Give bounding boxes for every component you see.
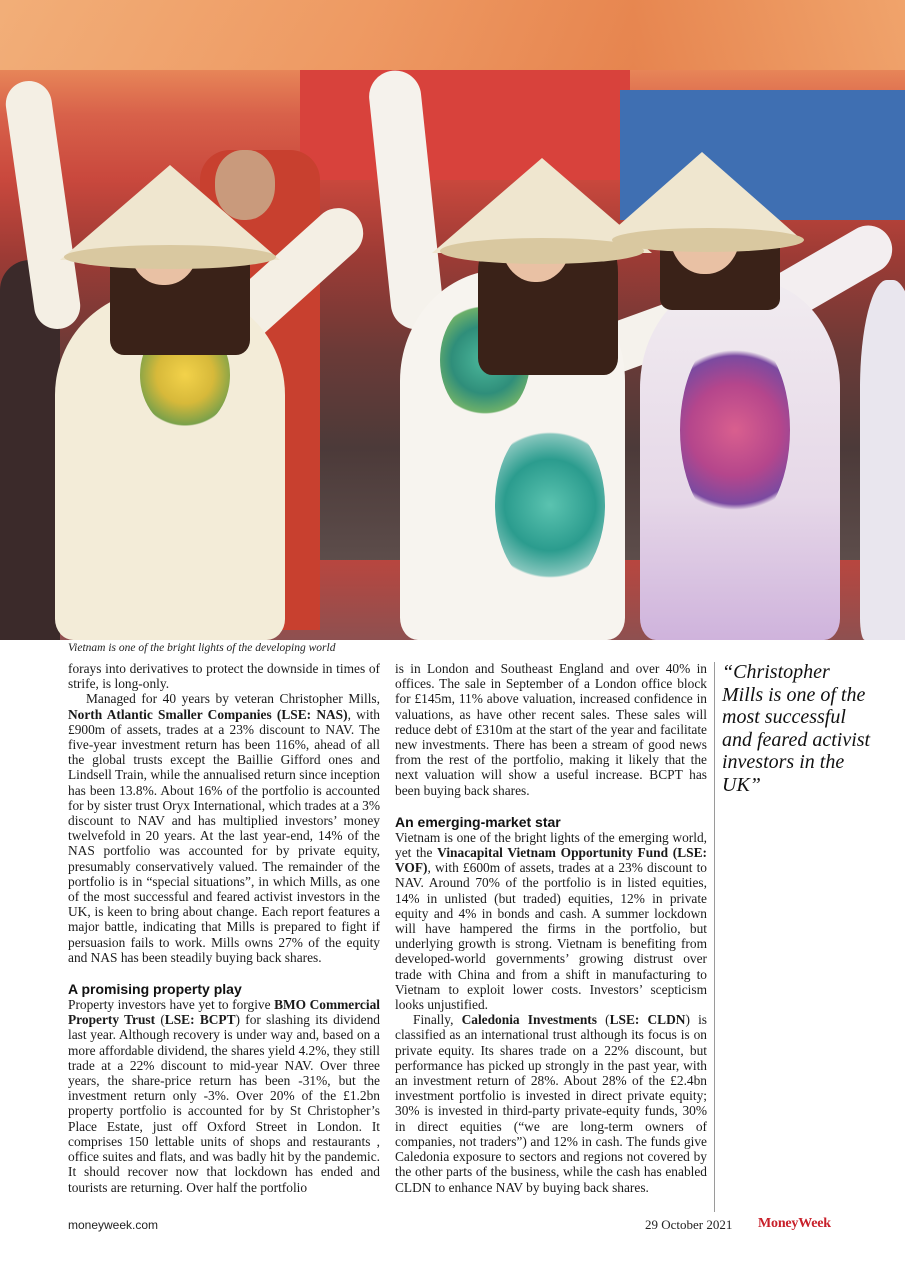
trust-name: Caledonia Investments [461, 1012, 597, 1028]
article-column-1 [68, 661, 380, 1195]
text: , with £900m of assets, trades at a 23% discount to NAV. The five-year investment return has been 116%, ahead of all the global trusts except the Baillie Gifford ones and Lindsell Train, while the annualised return since inception has been 13.8%. About 16% of the portfolio is accounted for by sister trust Oryx International, which trades at a 3% discount to NAV and has multiplied investors’ money twelvefold in 20 years. At the last year-end, 14% of the NAS portfolio was accounted for by private equity, presumably conservatively valued. The remainder of the portfolio is in “special situations”, in which Mills, as one of the most successful and feared activist investors in the UK, is keen to bring about change. Each report features a major battle, indicating that Mills is prepared to fight if persuasion fails to work. Mills owns 27% of the equity and NAS has been steadily buying back shares. [68, 706, 380, 965]
footer-date: 29 October 2021 [645, 1217, 733, 1232]
paragraph [68, 691, 380, 965]
stadium-stand [0, 0, 905, 70]
paragraph [68, 997, 380, 1195]
white-dress [860, 280, 905, 640]
hat-brim [612, 228, 804, 252]
text: ( [596, 1012, 610, 1028]
section-heading: A promising property play [68, 981, 242, 998]
text: ( [155, 1012, 165, 1028]
text: Finally, [413, 1012, 462, 1028]
column-divider [714, 662, 715, 1212]
section-heading: An emerging-market star [395, 813, 561, 830]
article-column-2 [395, 661, 707, 1195]
brand-logo: MoneyWeek [758, 1216, 831, 1231]
text: ) for slashing its dividend last year. Although recovery is under way and, based on a more affordable dividend, the shares yield 4.2%, they still trade at a 22% discount to mid-year NAV. Over three years, the share-price return has been -31%, but the investment return only -3%. Over 20% of the £1.2bn property portfolio is accounted for by St Christopher’s Place Estate, just off Oxford Street in London. It comprises 150 lettable units of shops and restaurants , office suites and flats, and was badly hit by the pandemic. It should recover now that lockdown has ended and tourists are returning. Over half the portfolio [68, 1012, 380, 1195]
photo-caption: Vietnam is one of the bright lights of the developing world [68, 642, 336, 654]
text: Vietnam is one of the bright lights of the emerging world, yet the [395, 829, 707, 861]
trust-name: Vinacapital Vietnam Opportunity Fund (LSE: VOF) [395, 845, 708, 876]
ticker: LSE: BCPT [164, 1012, 236, 1028]
pull-quote: “Christopher Mills is one of the most successful and feared activist investors in the UK” [722, 661, 871, 796]
text: , with £600m of assets, trades at a 23% discount to NAV. Around 70% of the portfolio is in listed equities, 14% in unlisted (but traded) equities, 12% in private equity and 4% in bonds and cash. A summer lockdown will have hampered the firms in the portfolio, but underlying growth is strong. Vietnam is benefiting from developed-world governments’ growing distrust over trade with China and from a shift in manufacturing to Vietnam to exploit lower costs. Investors’ scepticism looks unjustified. [395, 860, 707, 1013]
paragraph [395, 830, 707, 1012]
text: Managed for 40 years by veteran Christopher Mills, [86, 691, 380, 707]
ticker: LSE: CLDN [609, 1012, 686, 1028]
flower-embroidery [495, 420, 605, 590]
conical-hat [602, 152, 802, 240]
flower-embroidery [680, 330, 790, 530]
trust-name: BMO Commercial Property Trust [68, 997, 381, 1028]
paragraph: forays into derivatives to protect the downside in times of strife, is long-only. [68, 661, 380, 692]
text: Property investors have yet to forgive [68, 997, 275, 1013]
hat-brim [64, 245, 276, 269]
footer-site: moneyweek.com [68, 1218, 159, 1232]
text: ) is classified as an international trust although its focus is on private equity. Its shares trade on a 22% discount, but performance has picked up strongly in the past year, with an investment return of 28%. About 28% of the £2.4bn investment portfolio is invested in direct private equity; 30% is invested in third-party private-equity funds, 30% in direct equities (“we are long-term owners of companies, not traders”) and 12% in cash. The funds give Caledonia exposure to sectors and regions not covered by the other parts of the business, while the cash has enabled CLDN to enhance NAV by buying back shares. [395, 1012, 707, 1195]
trust-name: North Atlantic Smaller Companies (LSE: NAS) [68, 706, 348, 722]
paragraph [395, 1012, 707, 1194]
paragraph: is in London and Southeast England and over 40% in offices. The sale in September of a London office block for £145m, 11% above valuation, increased confidence in valuations, as have other recent sales. These sales will reduce debt of £310m at the start of the year and facilitate new investments. There has been a stream of good news from the rest of the portfolio, making it likely that the next valuation will show a useful increase. BCPT has been buying back shares. [395, 661, 707, 798]
